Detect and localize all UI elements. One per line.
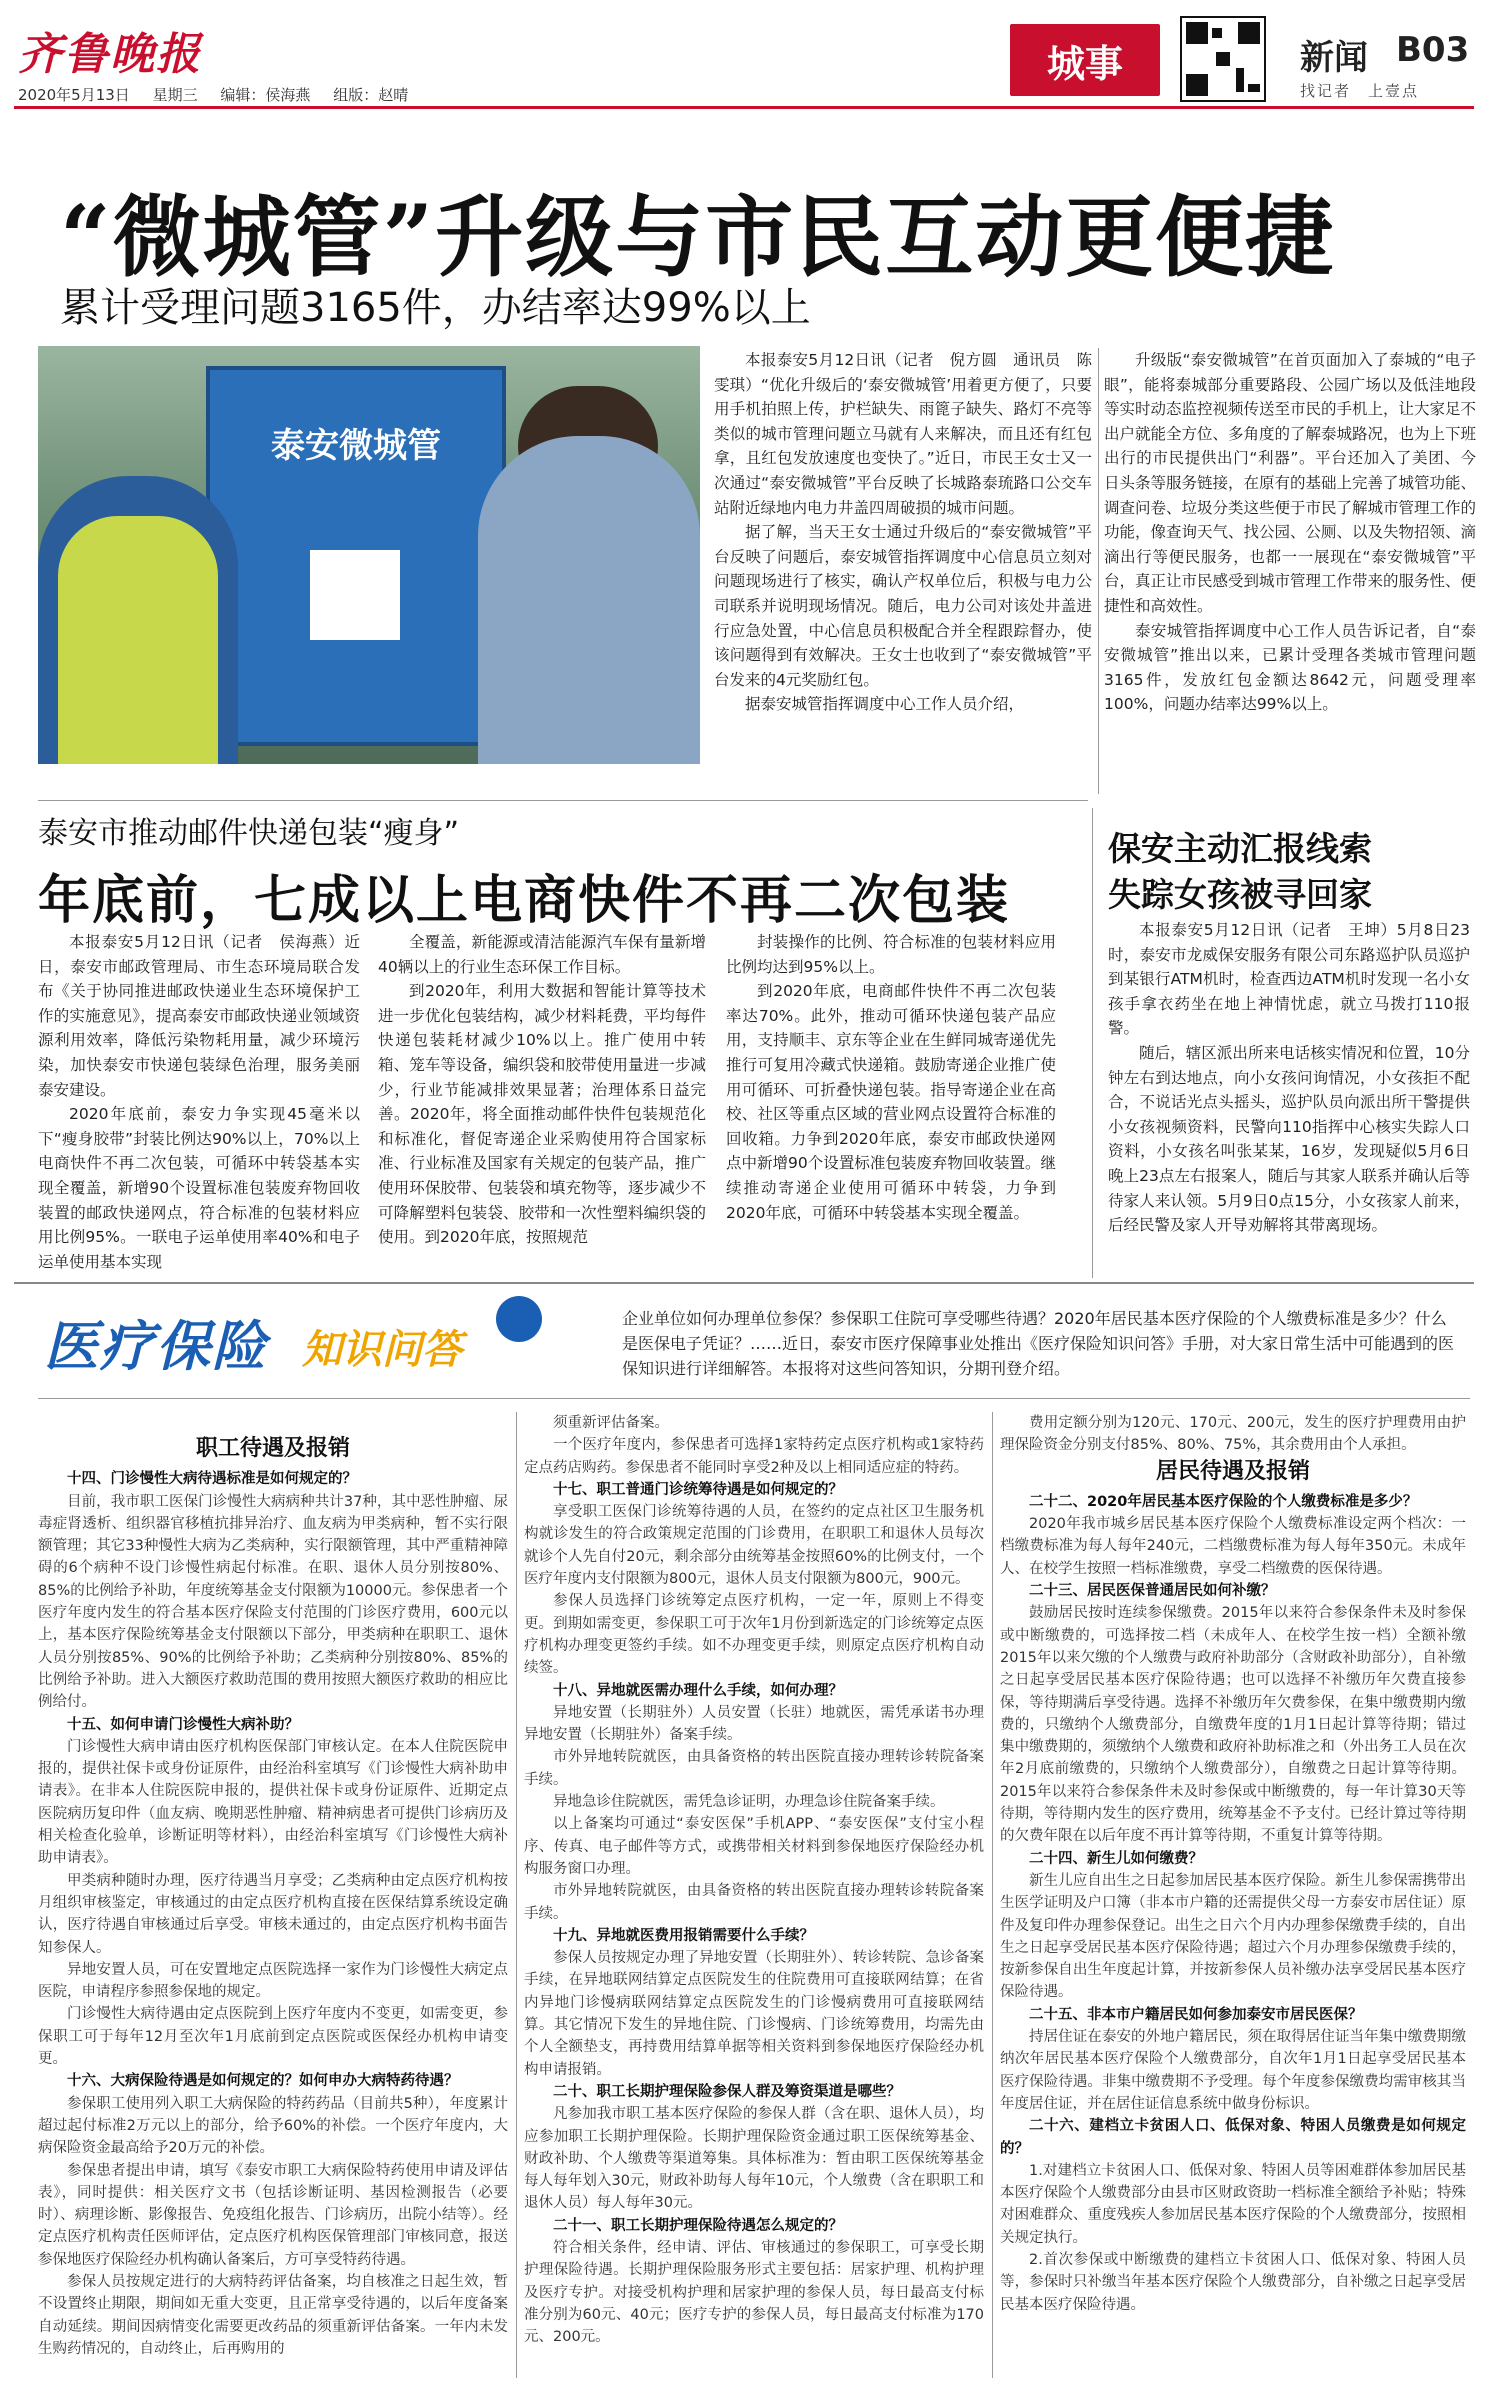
layout-credit: 组版：赵晴 bbox=[333, 86, 409, 104]
qa-answer: 市外异地转院就医，由具备资格的转出医院直接办理转诊转院备案手续。 bbox=[524, 1749, 984, 1788]
editors-line: 找记者 上壹点 bbox=[1300, 82, 1420, 100]
qa-question: 二十三、居民医保普通居民如何补缴？ bbox=[1029, 1583, 1276, 1600]
dateline bbox=[18, 84, 426, 105]
qa-answer: 市外异地转院就医，由具备资格的转出医院直接办理转诊转院备案手续。 bbox=[524, 1883, 984, 1922]
paragraph: 本报泰安5月12日讯（记者 侯海燕）近日，泰安市邮政管理局、市生态环境局联合发布《关于协同推进邮政快递业生态环境保护工作的实施意见》，提高泰安市邮政快递业领域资源利用效率，降低污染物耗用量，减少环境污染，加快泰安市快递包装绿色治理，服务美丽泰安建设。 bbox=[38, 933, 360, 1099]
article-divider bbox=[38, 800, 1088, 801]
qa-answer: 享受职工医保门诊统筹待遇的人员，在签约的定点社区卫生服务机构就诊发生的符合政策规定范围的门诊费用，在职职工和退休人员每次就诊个人先自付20元，剩余部分由统筹基金按照60%的比例支付，一个医疗年度内支付限额为800元，退休人员支付限额为800元，900元。 bbox=[524, 1504, 984, 1588]
signboard-qr-icon bbox=[310, 550, 400, 640]
newspaper-logo: 齐鲁晚报 bbox=[18, 29, 202, 80]
qa-question: 十八、异地就医需办理什么手续，如何办理？ bbox=[553, 1682, 843, 1699]
qa-answer: 1.对建档立卡贫困人口、低保对象、特困人员等困难群体参加居民基本医疗保险个人缴费部分由县市区财政资助一档标准全额给予补贴；特殊对困难群众、重度残疾人参加居民基本医疗保险的个人缴费部分，按照相关规定执行。 bbox=[1000, 2162, 1466, 2246]
article3-title-line-1: 保安主动汇报线索 bbox=[1108, 829, 1372, 868]
qa-answer: 须重新评估备案。 bbox=[553, 1415, 669, 1431]
qa-question: 十五、如何申请门诊慢性大病补助？ bbox=[67, 1716, 299, 1733]
issue-weekday: 星期三 bbox=[152, 86, 198, 104]
paragraph: 2020年底前，泰安力争实现45毫米以下“瘦身胶带”封装比例达90%以上，70%以上电商快件不再二次包装，可循环中转袋基本实现全覆盖，新增90个设置标准包装废弃物回收装置的邮政快递网点，符合标准的包装材料应用比例95%。一联电子运单使用率40%和电子运单使用基本实现 bbox=[38, 1105, 360, 1271]
qa-question: 二十、职工长期护理保险参保人群及筹资渠道是哪些？ bbox=[553, 2083, 901, 2100]
section-divider bbox=[14, 1282, 1474, 1284]
qa-question: 二十四、新生儿如何缴费？ bbox=[1029, 1850, 1203, 1867]
qa-answer: 异地急诊住院就医，需凭急诊证明，办理急诊住院备案手续。 bbox=[553, 1794, 945, 1811]
qa-answer: 费用定额分别为120元、170元、200元，发生的医疗护理费用由护理保险资金分别支付85%、80%、75%，其余费用由个人承担。 bbox=[1000, 1415, 1466, 1454]
qa-answer: 参保人员按规定办理了异地安置（长期驻外）、转诊转院、急诊备案手续，在异地联网结算定点医院发生的住院费用可直接联网结算；在省内异地门诊慢病联网结算定点医院发生的门诊慢病费用可直接联网结算。其它情况下发生的异地住院、门诊慢病、门诊统筹费用，均需先由个人全额垫支，再持费用结算单据等相关资料到参保地医疗保险经办机构申请报销。 bbox=[524, 1950, 984, 2078]
qa-answer: 参保患者提出申请，填写《泰安市职工大病保险特药使用申请及评估表》，同时提供：相关医疗文书（包括诊断证明、基因检测报告（必要时）、病理诊断、影像报告、免疫组化报告、门诊病历，出院小结等）。经定点医疗机构责任医师评估，定点医疗机构医保管理部门审核同意，报送参保地医疗保险经办机构确认备案后，方可享受特药待遇。 bbox=[38, 2162, 508, 2268]
qa-answer: 符合相关条件，经申请、评估、审核通过的参保职工，可享受长期护理保险待遇。长期护理保险服务形式主要包括：居家护理、机构护理及医疗专护。对接受机构护理和居家护理的参保人员，每日最高支付标准分别为60元、40元；医疗专护的参保人员，每日最高支付标准为170元、200元。 bbox=[524, 2239, 984, 2346]
main-subheadline: 累计受理问题3165件，办结率达99%以上 bbox=[60, 285, 811, 331]
column-divider bbox=[992, 1412, 993, 2378]
paragraph: 据了解，当天王女士通过升级后的“泰安微城管”平台反映了问题后，泰安城管指挥调度中心信息员立刻对问题现场进行了核实，确认产权单位后，积极与电力公司联系并说明现场情况。随后，电力公司对该处井盖进行应急处置，中心信息员积极配合并全程跟踪督办，使该问题得到有效解决。王女士也收到了“泰安微城管”平台发来的4元奖励红包。 bbox=[714, 523, 1092, 689]
paragraph: 随后，辖区派出所来电话核实情况和位置，10分钟左右到达地点，向小女孩问询情况，小女孩拒不配合，不说话光点头摇头，巡护队员向派出所干警提供小女孩视频资料，民警向110指挥中心核实失踪人口资料，小女孩名叫张某某，16岁，发现疑似5月6日晚上23点左右报案人，随后与其家人联系并确认后等待家人来认领。5月9日0点15分，小女孩家人前来，后经民警及家人开导劝解将其带离现场。 bbox=[1108, 1043, 1470, 1235]
article2-column-2 bbox=[378, 930, 706, 1250]
editor-credit: 编辑：侯海燕 bbox=[220, 86, 311, 104]
issue-date: 2020年5月13日 bbox=[18, 86, 130, 104]
page-number: B03 bbox=[1396, 30, 1470, 70]
column-divider bbox=[1092, 808, 1093, 1278]
qa-question: 二十五、非本市户籍居民如何参加泰安市居民医保？ bbox=[1029, 2006, 1363, 2023]
paragraph: 封装操作的比例、符合标准的包装材料应用比例均达到95%以上。 bbox=[726, 933, 1056, 976]
qa-answer: 鼓励居民按时连续参保缴费。2015年以来符合参保条件未及时参保或中断缴费的，可选择按二档（未成年人、在校学生按一档）全额补缴2015年以来欠缴的个人缴费与政府补助部分（含财政补助部分），自补缴之日起享受居民基本医疗保险待遇；也可以选择不补缴历年欠费直接参保，等待期满后享受待遇。选择不补缴历年欠费参保，在集中缴费期内缴费的，只缴纳个人缴费部分，自缴费年度的1月1日起计算等待期；错过集中缴费期的，须缴纳个人缴费和政府补助标准之和（外出务工人员在次年2月底前缴费的，只缴纳个人缴费部分），自缴费之日起计算等待期。2015年以来符合参保条件未及时参保或中断缴费的，每一年计算30天等待期，等待期内发生的医疗费用，统筹基金不予支付。已经计算过等待期的欠费年限在以后年度不再计算等待期，不重复计算等待期。 bbox=[1000, 1605, 1466, 1845]
qa-answer: 门诊慢性大病待遇由定点医院到上医疗年度内不变更，如需变更，参保职工可于每年12月至次年1月底前到定点医院或医保经办机构申请变更。 bbox=[38, 2006, 508, 2068]
qa-answer: 以上备案均可通过“泰安医保”手机APP、“泰安医保”支付宝小程序、传真、电子邮件等方式，或携带相关材料到参保地医疗保险经办机构服务窗口办理。 bbox=[524, 1816, 984, 1877]
main-headline: “微城管”升级与市民互动更便捷 bbox=[60, 185, 1336, 289]
paragraph: 升级版“泰安微城管”在首页面加入了泰城的“电子眼”，能将泰城部分重要路段、公园广场以及低洼地段等实时动态监控视频传送至市民的手机上，让大家足不出户就能全方位、多角度的了解泰城路况，也为上下班出行的市民提供出门“利器”。平台还加入了美团、今日头条等服务链接，在原有的基础上完善了城管功能、调查问卷、垃圾分类这些便于市民了解城市管理工作的功能，像查询天气、找公园、公厕、以及失物招领、滴滴出行等便民服务，也都一一展现在“泰安微城管”平台，真正让市民感受到城市管理工作带来的服务性、便捷性和高效性。 bbox=[1104, 351, 1477, 615]
article1-column-2 bbox=[1104, 348, 1476, 717]
qa-answer: 持居住证在泰安的外地户籍居民，须在取得居住证当年集中缴费期缴纳次年居民基本医疗保险个人缴费部分，自次年1月1日起享受居民基本医疗保险待遇。非集中缴费期不予受理。每个年度参保缴费均需审核其当年度居住证，并在居住证信息系统中做身份标识。 bbox=[1000, 2029, 1466, 2112]
insurance-intro: 企业单位如何办理单位参保？参保职工住院可享受哪些待遇？2020年居民基本医疗保险的个人缴费标准是多少？什么是医保电子凭证？……近日，泰安市医疗保障事业处推出《医疗保险知识问答》手册，对大家日常生活中可能遇到的医保知识进行详细解答。本报将对这些问答知识，分期刊登介绍。 bbox=[622, 1309, 1455, 1378]
masthead-divider bbox=[14, 106, 1474, 109]
qa-answer: 甲类病种随时办理，医疗待遇当月享受；乙类病种由定点医疗机构按月组织审核鉴定，审核通过的由定点医疗机构直接在医保结算系统设定确认，医疗待遇自审核通过后享受。审核未通过的，由定点医疗机构书面告知参保人。 bbox=[38, 1872, 508, 1956]
qa-answer: 异地安置（长期驻外）人员安置（长驻）地就医，需凭承诺书办理异地安置（长期驻外）备案手续。 bbox=[524, 1704, 984, 1744]
paragraph: 据泰安城管指挥调度中心工作人员介绍， bbox=[745, 695, 1025, 714]
article2-column-3 bbox=[726, 930, 1056, 1225]
qa-question: 十六、大病保险待遇是如何规定的？如何申办大病特药待遇？ bbox=[67, 2073, 459, 2090]
page-category: 新闻 bbox=[1300, 38, 1368, 78]
paragraph: 到2020年，利用大数据和智能计算等技术进一步优化包装结构，减少材料耗费，平均每件快递包装耗材减少10%以上。推广使用中转箱、笼车等设备，编织袋和胶带使用量进一步减少，行业节能减排效果显著；治理体系日益完善。2020年，将全面推动邮件快件包装规范化和标准化，督促寄递企业采购使用符合国家标准、行业标准及国家有关规定的包装产品，推广使用环保胶带、包装袋和填充物等，逐步减少不可降解塑料包装袋、胶带和一次性塑料编织袋的使用。到2020年底，按照规范 bbox=[378, 982, 706, 1247]
qa-answer: 参保人员选择门诊统筹定点医疗机构，一定一年，原则上不得变更。到期如需变更，参保职工可于次年1月份到新选定的门诊统筹定点医疗机构办理变更签约手续。如不办理变更手续，则原定点医疗机构自动续签。 bbox=[524, 1593, 984, 1677]
column-divider bbox=[516, 1412, 517, 2378]
qa-answer: 2020年我市城乡居民基本医疗保险个人缴费标准设定两个档次：一档缴费标准为每人每年240元，二档缴费标准为每人每年350元。未成年人、在校学生按照一档标准缴费，享受二档缴费的医保待遇。 bbox=[1000, 1516, 1466, 1577]
qa-answer: 门诊慢性大病申请由医疗机构医保部门审核认定。在本人住院医院申报的，提供社保卡或身份证原件，由经治科室填写《门诊慢性大病补助申请表》。在非本人住院医院申报的，提供社保卡或身份证原件、近期定点医院病历复印件（血友病、晚期恶性肿瘤、精神病患者可提供门诊病历及相关检查化验单，诊断证明等材料），由经治科室填写《门诊慢性大病补助申请表》。 bbox=[38, 1738, 508, 1867]
paragraph: 本报泰安5月12日讯（记者 倪方圆 通讯员 陈雯琪）“优化升级后的‘泰安微城管’用着更方便了，只要用手机拍照上传，护栏缺失、雨篦子缺失、路灯不亮等类似的城市管理问题立马就有人来解决，而且还有红包拿，且红包发放速度也变快了。”近日，市民王女士又一次通过“泰安微城管”平台反映了长城路泰琉路口公交车站附近绿地内电力井盖四周破损的城市问题。 bbox=[714, 351, 1092, 517]
qa-answer: 异地安置人员，可在安置地定点医院选择一家作为门诊慢性大病定点医院，申请程序参照参保地的规定。 bbox=[38, 1961, 508, 2001]
article3-title bbox=[1108, 826, 1468, 918]
photo-vest bbox=[58, 516, 218, 764]
microphone-icon bbox=[496, 1296, 542, 1342]
article2-title: 年底前，七成以上电商快件不再二次包装 bbox=[38, 871, 1011, 931]
photo-person-right bbox=[478, 436, 700, 764]
article2-column-1 bbox=[38, 930, 360, 1274]
qa-answer: 2.首次参保或中断缴费的建档立卡贫困人口、低保对象、特困人员等，参保时只补缴当年基本医疗保险个人缴费部分，自补缴之日起享受居民基本医疗保险待遇。 bbox=[1000, 2251, 1466, 2313]
section-tab: 城事 bbox=[1010, 24, 1160, 96]
news-photo bbox=[38, 346, 700, 764]
qa-answer: 参保职工使用列入职工大病保险的特药药品（目前共5种），年度累计超过起付标准2万元以上的部分，给予60%的补偿。一个医疗年度内，大病保险资金最高给予20万元的补偿。 bbox=[38, 2095, 508, 2157]
qa-column-1 bbox=[38, 1434, 508, 2360]
paragraph: 泰安城管指挥调度中心工作人员告诉记者，自“泰安微城管”推出以来，已累计受理各类城市管理问题3165件，发放红包金额达8642元，问题受理率100%，问题办结率达99%以上。 bbox=[1104, 621, 1476, 714]
qa-section-heading: 职工待遇及报销 bbox=[195, 1436, 350, 1461]
article1-column-1 bbox=[714, 348, 1092, 717]
qr-code-icon bbox=[1180, 16, 1266, 102]
paragraph: 全覆盖，新能源或清洁能源汽车保有量新增40辆以上的行业生态环保工作目标。 bbox=[378, 933, 706, 976]
insurance-divider bbox=[38, 1398, 1470, 1399]
qa-answer: 凡参加我市职工基本医疗保险的参保人群（含在职、退休人员），均应参加职工长期护理保险。长期护理保险资金通过职工医保统筹基金、财政补助、个人缴费等渠道筹集。具体标准为：暂由职工医保统筹基金每人每年划入30元，财政补助每人每年10元，个人缴费（含在职职工和退休人员）每人每年30元。 bbox=[524, 2106, 984, 2212]
qa-question: 二十一、职工长期护理保险待遇怎么规定的？ bbox=[553, 2217, 843, 2234]
qa-answer: 新生儿应自出生之日起参加居民基本医疗保险。新生儿参保需携带出生医学证明及户口簿（非本市户籍的还需提供父母一方泰安市居住证）原件及复印件办理参保登记。出生之日六个月内办理参保缴费手续的，自出生之日起享受居民基本医疗保险待遇；超过六个月办理参保缴费手续的，按新参保自出生年度起计算，并按新参保人员补缴办法享受居民基本医疗保险待遇。 bbox=[1000, 1872, 1466, 2001]
article3-title-line-2: 失踪女孩被寻回家 bbox=[1108, 875, 1372, 914]
column-divider bbox=[1098, 348, 1099, 794]
qa-answer: 参保人员按规定进行的大病特药评估备案，均自核准之日起生效，暂不设置终止期限，期间如无重大变更，且正常享受待遇的，以后年度备案自动延续。期间因病情变化需要更改药品的须重新评估备案。一年内未发生购药情况的，自动终止，后再购用的 bbox=[38, 2273, 508, 2357]
article2-kicker: 泰安市推动邮件快递包装“瘦身” bbox=[38, 816, 460, 851]
qa-column-2 bbox=[524, 1412, 984, 2348]
paragraph: 本报泰安5月12日讯（记者 王坤）5月8日23时，泰安市龙威保安服务有限公司东路巡护队员巡护到某银行ATM机时，检查西边ATM机时发现一名小女孩手拿衣药坐在地上神情忧虑，就立马拨打110报警。 bbox=[1108, 921, 1470, 1038]
qa-column-3 bbox=[1000, 1412, 1466, 2316]
signboard-title: 泰安微城管 bbox=[271, 426, 441, 466]
qa-answer: 目前，我市职工医保门诊慢性大病病种共计37种，其中恶性肿瘤、尿毒症肾透析、组织器官移植抗排异治疗、血友病为甲类病种，暂不实行限额管理；其它33种慢性大病为乙类病种，实行限额管理，其中严重精神障碍的6个病种不设门诊慢性病起付标准。在职、退休人员分别按80%、85%的比例给予补助，年度统筹基金支付限额为10000元。参保患者一个医疗年度内发生的符合基本医疗保险支付范围的门诊医疗费用，600元以上，基本医疗保险统筹基金支付限额以下部分，甲类病种在职职工、退休人员分别按85%、90%的比例给予补助；乙类病种分别按80%、85%的比例给予补助。进入大额医疗救助范围的费用按照大额医疗救助的相应比例给付。 bbox=[38, 1493, 508, 1711]
qa-question: 二十六、建档立卡贫困人口、低保对象、特困人员缴费是如何规定的？ bbox=[1000, 2118, 1466, 2157]
qa-answer: 一个医疗年度内，参保患者可选择1家特药定点医疗机构或1家特药定点药店购药。参保患者不能同时享受2种及以上相同适应症的特药。 bbox=[524, 1437, 984, 1476]
qa-question: 十九、异地就医费用报销需要什么手续？ bbox=[553, 1927, 814, 1944]
insurance-logo: 医疗保险 bbox=[44, 1315, 268, 1378]
qa-question: 十四、门诊慢性大病待遇标准是如何规定的？ bbox=[67, 1471, 357, 1488]
signboard bbox=[206, 366, 506, 746]
article3-body bbox=[1108, 918, 1470, 1238]
insurance-logo-subtitle: 知识问答 bbox=[302, 1327, 462, 1373]
paragraph: 到2020年底，电商邮件快件不再二次包装率达70%。此外，推动可循环快递包装产品应用，支持顺丰、京东等企业在生鲜同城寄递优先推行可复用冷藏式快递箱。鼓励寄递企业推广使用可循环、可折叠快递包装。指导寄递企业在高校、社区等重点区域的营业网点设置符合标准的回收箱。力争到2020年底，泰安市邮政快递网点中新增90个设置标准包装废弃物回收装置。继续推动寄递企业使用可循环中转袋，力争到2020年底，可循环中转袋基本实现全覆盖。 bbox=[726, 982, 1056, 1222]
qa-section-heading: 居民待遇及报销 bbox=[1155, 1458, 1310, 1484]
qa-question: 二十二、2020年居民基本医疗保险的个人缴费标准是多少？ bbox=[1029, 1493, 1418, 1510]
qa-question: 十七、职工普通门诊统筹待遇是如何规定的？ bbox=[553, 1481, 843, 1498]
